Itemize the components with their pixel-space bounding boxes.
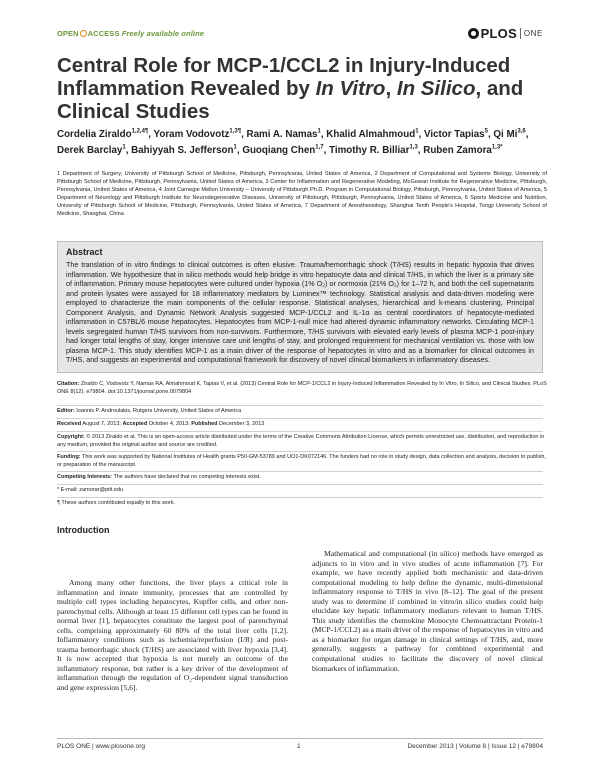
author: Khalid Almahmoud$^1$, (326, 129, 424, 141)
author: Guoqiang Chen$^{1,7}$, (242, 144, 330, 156)
author: Derek Barclay$^1$, (57, 144, 132, 156)
citation: Citation: Ziraldo C, Vodovotz Y, Namas RA, Almahmoud K, Tapias V, et al. (2013) Central Role for MCP-1/CCL2 in Injury-Induced Inflammation Revealed by In Vitro, In Silico, and Clinical Studies. PLoS ONE 8(12): e79804. doi:10.1371/journal.pone.0079804 (57, 381, 547, 395)
author: Bahiyyah S. Jefferson$^1$, (131, 144, 243, 156)
author: Rami A. Namas$^1$, (246, 129, 327, 141)
copyright: Copyright: © 2013 Ziraldo et al. This is an open-access article distributed under the terms of the Creative Commons Attribution License, which permits unrestricted use, distribution, and reproduction in any medium, provided the original author and source are credited. (57, 434, 545, 448)
article-title: Central Role for MCP-1/CCL2 in Injury-Induced Inflammation Revealed by In Vitro, In Silico, and Clinical Studies (57, 54, 524, 123)
author: Ruben Zamora$^{1,3*}$ (423, 144, 503, 156)
plos-logo-icon (468, 28, 479, 39)
funding: Funding: This work was supported by National Institutes of Health grants P50-GM-53789 and UO1-DK072146. The funders had no role in study design, data collection and analysis, decision to publish, or preparation of the manuscript. (57, 454, 546, 468)
article-dates: Received August 7, 2013; Accepted October 4, 2013; Published December 3, 2013 (57, 421, 265, 427)
author: Timothy R. Billiar$^{1,3}$, (329, 144, 424, 156)
intro-left-column (57, 578, 288, 693)
open-access-lock-icon (80, 30, 87, 37)
competing-interests: Competing Interests: The authors have declared that no competing interests exist. (57, 474, 261, 480)
author-list (57, 126, 547, 157)
footer-issue: December 2013 | Volume 8 | Issue 12 | e79804 (407, 743, 543, 750)
footer-journal: PLOS ONE | www.plosone.org (57, 743, 146, 750)
abstract-heading: Abstract (66, 247, 103, 257)
introduction-heading: Introduction (57, 525, 110, 535)
author: Cordelia Ziraldo$^{1,2,4\P}$, (57, 129, 154, 141)
abstract-text: The translation of in vitro findings to clinical outcomes is often elusive. Trauma/hemorrhagic shock (T/HS) results in hepatic hypoxia that drives inflammation. We hypothesize that in silico methods would help bridge in vitro hepatocyte data and clinical T/HS, in which the liver is a primary site of inflammation. Primary mouse hepatocytes were cultured under hypoxia (1% O₂) or normoxia (21% O₂) for 1–72 h, and both the cell supernatants and protein lysates were assayed for 18 inflammatory mediators by Luminex™ technology. Statistical analysis and data-driven modeling were employed to characterize the main components of the cellular response. Statistical analyses, hierarchical and k-means clustering, Principal Component Analysis, and Dynamic Network Analysis suggested MCP-1/CCL2 and IL-1α as central coordinators of hepatocyte-mediated inflammation in C57BL/6 mouse hepatocytes. Hepatocytes from MCP-1-null mice had altered dynamic inflammatory networks. Circulating MCP-1 levels segregated human T/HS survivors from non-survivors. Furthermore, T/HS survivors with elevated early levels of plasma MCP-1 post-injury had longer total lengths of stay, longer intensive care unit lengths of stay, and prolonged requirement for mechanical ventilation vs. those with low plasma MCP-1. This study identifies MCP-1 as a main driver of the response of hepatocytes in vitro and as a biomarker for clinical outcomes in T/HS, and suggests an experimental and computational framework for discovery of novel clinical biomarkers in inflammatory diseases. (66, 261, 534, 364)
author: Qi Mi$^{3,6}$, (493, 129, 529, 141)
intro-paragraph-2: Mathematical and computational (in silico) methods have emerged as adjuncts to in vitro and in vivo studies of acute inflammation [7]. For example, we have recently applied both mechanistic and data-driven computational modeling to help define the dynamic, multi-dimensional inflammatory response to T/HS in vivo [8–12]. The goal of the present study was to determine if combined in vitro/in silico studies could help elucidate key hepatic inflammatory mediators relevant to human T/HS. This study identifies the chemokine Monocyte Chemoattractant Protein-1 (MCP-1/CCL2) as a main driver of the response of hepatocytes in vitro and as a biomarker for organ damage in clinical settings of T/HS, and, more generally, suggests a pathway for combined experimental and computational studies to facilitate the discovery of novel clinical biomarkers of inflammation. (312, 549, 543, 673)
plos-one-logo: PLOS ONE (468, 25, 543, 41)
journal-header (57, 25, 543, 43)
author: Yoram Vodovotz$^{1,3\P}$, (153, 129, 247, 141)
intro-paragraph-1: Among many other functions, the liver plays a critical role in inflammation and innate immunity, processes that are controlled by multiple cell types including hepatocytes, Kupffer cells, and other non-parenchymal cells. Although at least 15 different cell types can be found in normal liver [1], hepatocytes constitute the largest pool of parenchymal cells, comprising approximately 60 80% of the total liver cells [1,2]. Inflammatory conditions such as ischemia/reperfusion (I/R) and post-trauma hemorrhagic shock (T/HS) are associated with liver hypoxia [3,4]. It is now accepted that hypoxia is not merely an outcome of the inflammatory response, but rather is a key driver of the development of inflammation through the regulation of O₂-dependent signal transduction and gene expression [5,6]. (57, 578, 288, 693)
equal-contribution-note: ¶ These authors contributed equally to this work. (57, 500, 176, 506)
affiliations: 1 Department of Surgery, University of Pittsburgh School of Medicine, Pittsburgh, Pennsylvania, United States of America, 2 Department of Computational and Systems Biology, University of Pittsburgh School of Medicine, Pittsburgh, Pennsylvania, United States of America, 3 Center for Inflammation and Regenerative Modeling, McGowan Institute for Regenerative Medicine, Pittsburgh, Pennsylvania, United States of America, 4 Joint Carnegie Mellon University – University of Pittsburgh Ph.D. Program in Computational Biology, Pittsburgh, Pennsylvania, United States of America, 5 Department of Neurology and Pittsburgh Institute for Neurodegenerative Diseases, University of Pittsburgh, Pittsburgh, Pennsylvania, United States of America, 6 Sports Medicine and Nutrition, University of Pittsburgh School of Medicine, Pittsburgh, Pennsylvania, United States of America, 7 Department of Anesthesiology, Shanghai Tenth People's Hospital, Tongji University School of Medicine, Shanghai, China (57, 171, 547, 218)
open-access-badge: OPEN ACCESS Freely available online (57, 29, 205, 38)
corresponding-email: * E-mail: zamorar@pitt.edu (57, 487, 124, 493)
freely-available-label: Freely available online (121, 29, 205, 38)
page-number: 1 (297, 743, 301, 750)
author: Victor Tapias$^5$, (424, 129, 494, 141)
editor: Editor: Ioannis P. Androulakis, Rutgers University, United States of America (57, 408, 242, 414)
abstract-box (57, 241, 543, 373)
intro-right-column (312, 549, 543, 673)
